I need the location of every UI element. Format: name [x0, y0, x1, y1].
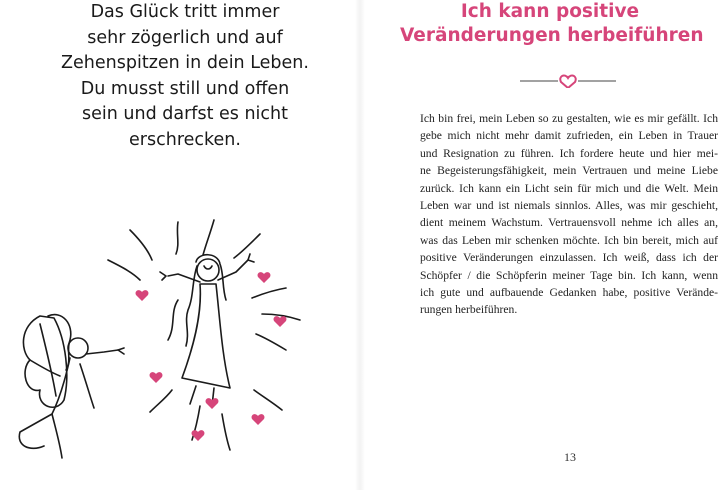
quote-block	[40, 0, 330, 153]
body-line: ne Begeisterungsfähigkeit, mein Vertrauen und meine Liebe	[420, 164, 718, 178]
body-line: rungen herbeiführen.	[420, 303, 518, 317]
hearts	[136, 272, 287, 441]
body-line: was das Leben mir schenken möchte. Ich bin bereit, mich auf	[420, 233, 718, 247]
title-line: Ich kann positive	[460, 1, 640, 22]
body-line: Schöpfer / die Schöpferin meiner Tage bin. Ich kann, wenn	[420, 268, 718, 282]
body-line: Leben war und ist niemals sinnlos. Alles, was mir geschieht,	[420, 199, 718, 213]
heart-icon	[136, 290, 149, 301]
heart-icon	[274, 316, 287, 327]
quote-line: Du musst still und offen	[80, 78, 290, 99]
page-gutter	[355, 0, 365, 490]
heart-icon	[150, 372, 163, 383]
heart-divider	[518, 72, 618, 88]
heart-icon	[560, 75, 575, 88]
title-line: Veränderungen herbeiführen	[400, 25, 704, 46]
body-line: positive Veränderungen einzulassen. Ich weiß, dass ich der	[420, 251, 718, 265]
body-text	[420, 110, 718, 319]
body-line: zurück. Ich kann ein Licht sein für mich und die Welt. Mein	[420, 181, 718, 195]
quote-line: erschrecken.	[129, 129, 241, 150]
body-line: dient meinem Wachstum. Vertrauensvoll nehme ich alles an,	[420, 216, 718, 230]
angels-illustration	[0, 200, 340, 490]
quote-line: sein und darfst es nicht	[82, 104, 288, 124]
page-number: 13	[564, 450, 576, 464]
page-title	[400, 0, 704, 48]
quote-line: Das Glück tritt immer	[90, 2, 280, 22]
heart-icon	[252, 414, 265, 425]
quote-line: sehr zögerlich und auf	[87, 27, 283, 48]
left-angel	[19, 315, 124, 458]
quote-line: Zehenspitzen in dein Leben.	[61, 53, 309, 73]
body-line: gebe mich nicht mehr damit zufrieden, ein Leben in Trauer	[420, 129, 718, 143]
heart-icon	[258, 272, 271, 283]
body-line: ich gute und aufbauende Gedanken habe, positive Verände-	[420, 286, 718, 300]
body-line: Ich bin frei, mein Leben so zu gestalten, wie es mir gefällt. Ich	[420, 112, 718, 125]
heart-icon	[192, 430, 205, 441]
body-line: und Resignation zu führen. Ich fordere heute und hier mei-	[420, 146, 718, 160]
central-angel	[160, 254, 254, 406]
